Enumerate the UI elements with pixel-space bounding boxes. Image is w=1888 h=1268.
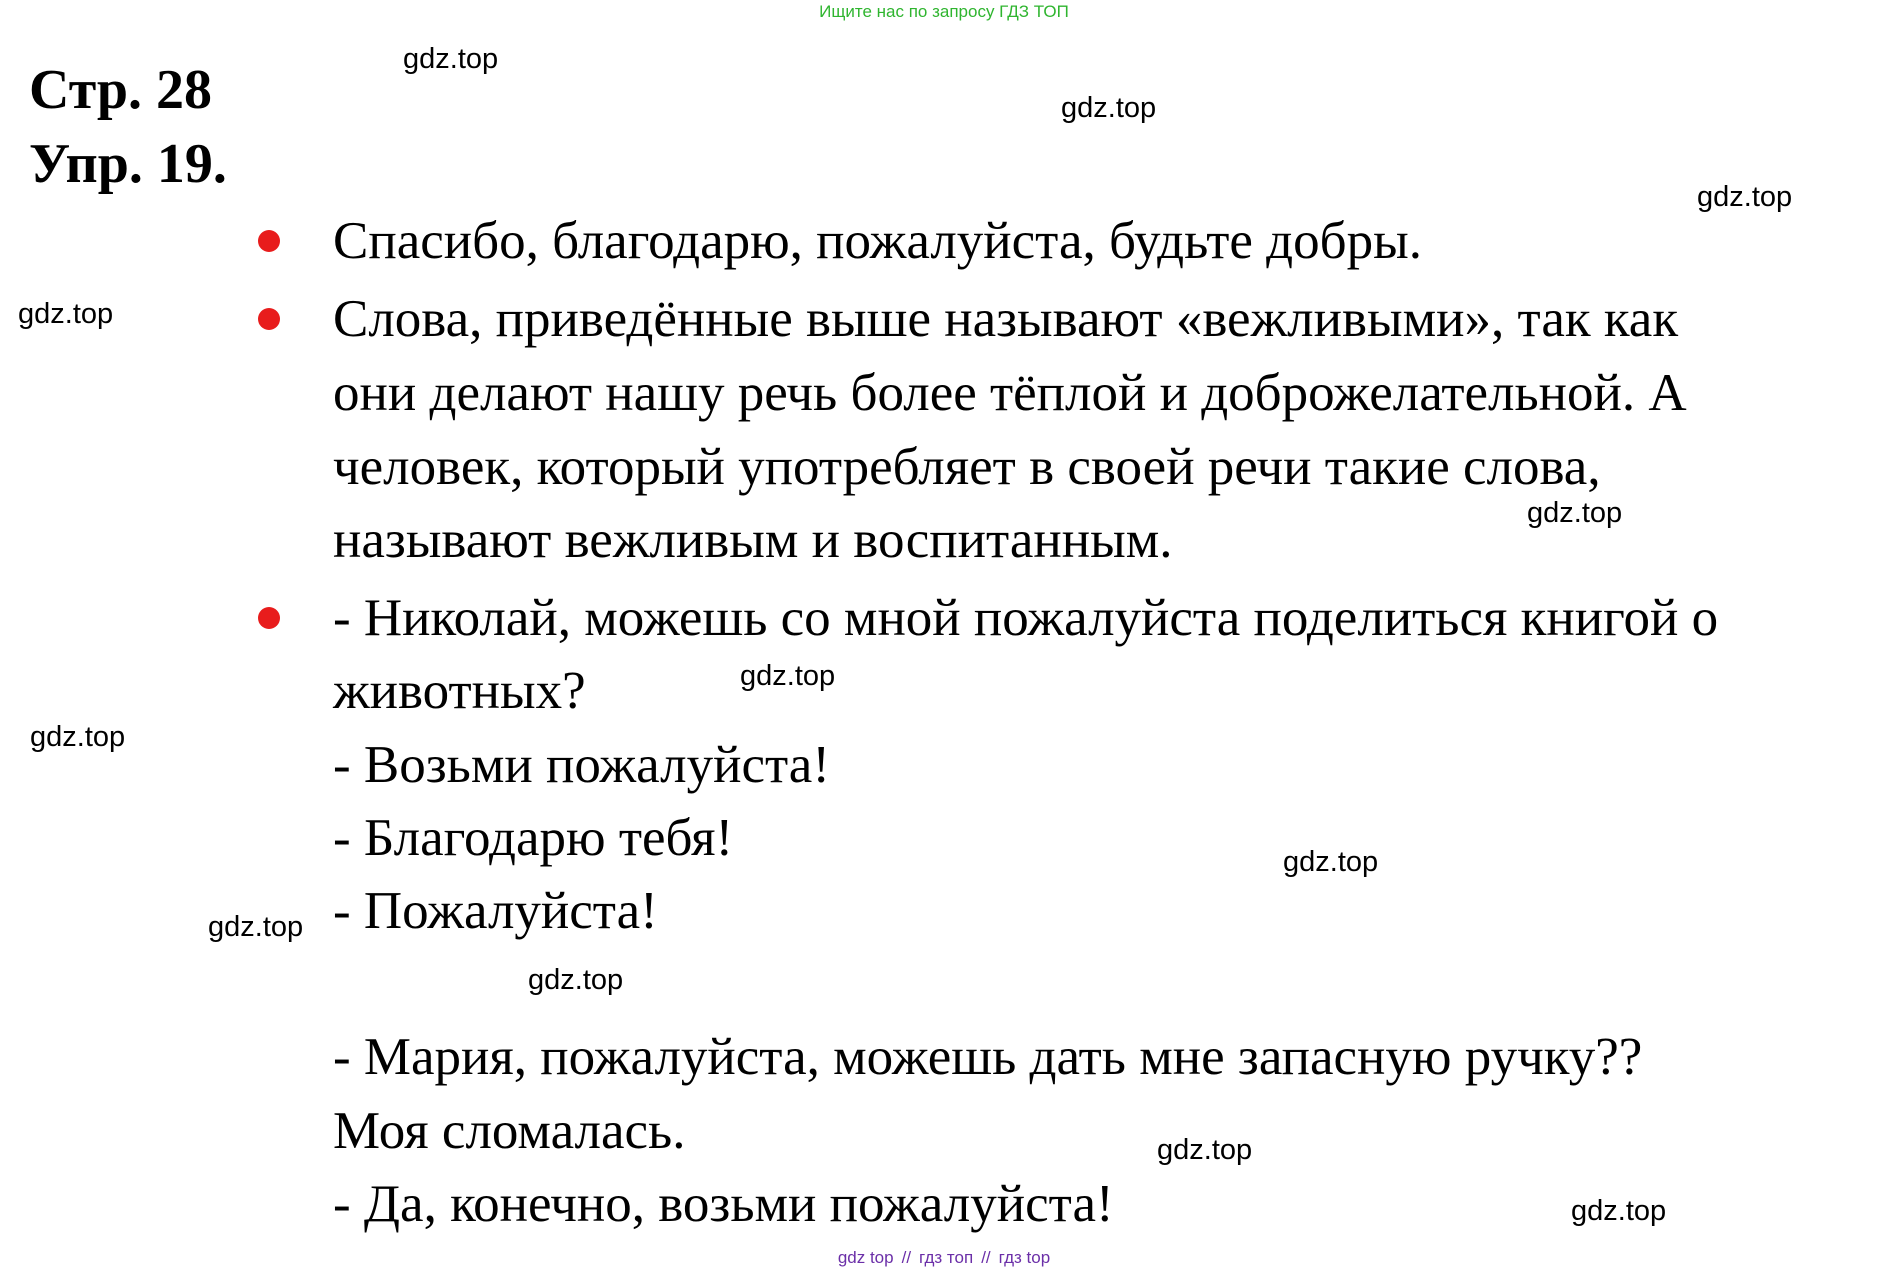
watermark: gdz.top (1283, 846, 1379, 878)
footer-link[interactable]: gdz top (837, 1248, 894, 1267)
dialogue-line: - Возьми пожалуйста! (333, 736, 830, 794)
watermark: gdz.top (1697, 181, 1793, 213)
watermark: gdz.top (208, 911, 304, 943)
dialogue-line: - Мария, пожалуйста, можешь дать мне запасную ручку?? (333, 1028, 1643, 1086)
footer-link[interactable]: гдз топ (919, 1248, 974, 1267)
dialogue-line: - Да, конечно, возьми пожалуйста! (333, 1175, 1114, 1233)
footer-separator: // (901, 1248, 912, 1267)
dialogue-line: животных? (333, 662, 586, 720)
watermark: gdz.top (1061, 92, 1157, 124)
watermark: gdz.top (740, 660, 836, 692)
exercise-number-heading: Упр. 19. (29, 133, 227, 195)
dialogue-line: Моя сломалась. (333, 1102, 686, 1160)
watermark: gdz.top (528, 964, 624, 996)
watermark: gdz.top (1157, 1134, 1253, 1166)
watermark: gdz.top (1527, 497, 1623, 529)
page-number-heading: Стр. 28 (29, 59, 213, 121)
watermark: gdz.top (1571, 1195, 1667, 1227)
answer-line: они делают нашу речь более тёплой и доброжелательной. А (333, 364, 1687, 422)
answer-line: Спасибо, благодарю, пожалуйста, будьте добры. (333, 212, 1422, 270)
answer-line: человек, который употребляет в своей речи такие слова, (333, 438, 1601, 496)
bullet-point-icon (258, 230, 280, 252)
watermark: gdz.top (30, 721, 126, 753)
bullet-point-icon (258, 308, 280, 330)
footer-links (0, 1248, 1888, 1268)
answer-line: называют вежливым и воспитанным. (333, 511, 1173, 569)
watermark: gdz.top (403, 43, 499, 75)
answer-line: Слова, приведённые выше называют «вежливыми», так как (333, 290, 1679, 348)
footer-separator: // (981, 1248, 991, 1267)
dialogue-line: - Благодарю тебя! (333, 809, 734, 867)
dialogue-line: - Пожалуйста! (333, 882, 658, 940)
top-banner: Ищите нас по запросу ГДЗ ТОП (819, 2, 1069, 21)
footer-link[interactable]: гдз top (998, 1248, 1051, 1267)
dialogue-line: - Николай, можешь со мной пожалуйста поделиться книгой о (333, 589, 1719, 647)
bullet-point-icon (258, 607, 280, 629)
watermark: gdz.top (18, 298, 114, 330)
